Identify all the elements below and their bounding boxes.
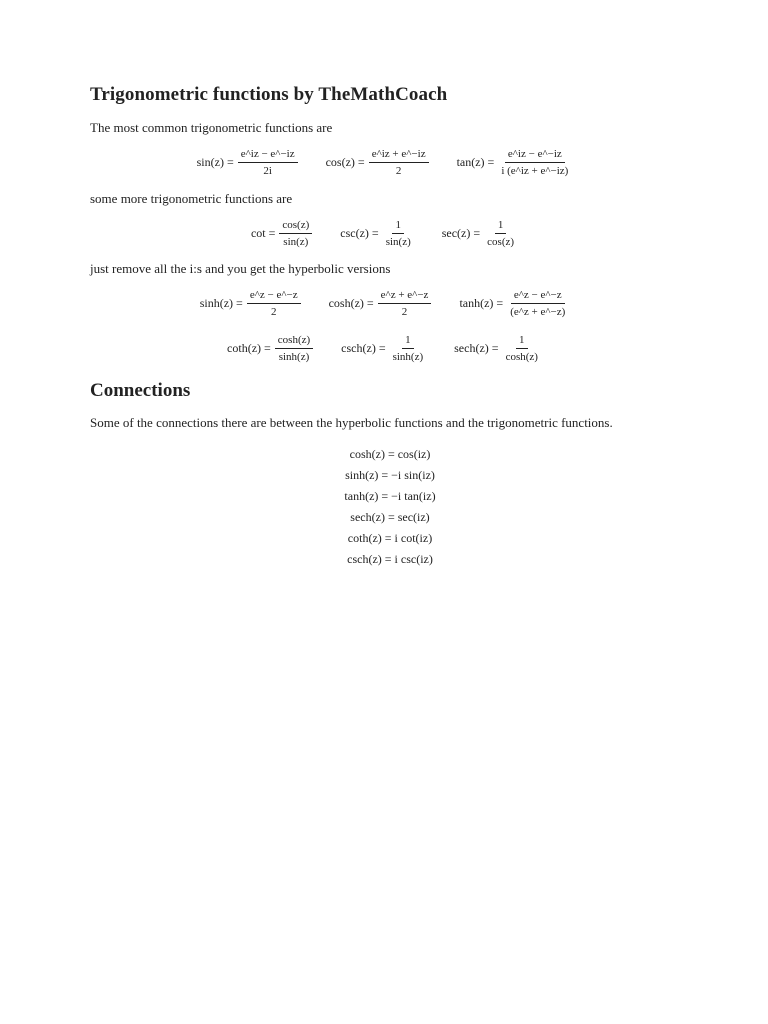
fraction — [503, 333, 541, 364]
equation-sin — [197, 147, 298, 178]
denominator: sin(z) — [385, 236, 411, 248]
basic-trig-equations — [0, 147, 768, 178]
equation-lhs: sech(z) = — [454, 341, 499, 355]
equation-lhs: csch(z) = — [341, 341, 386, 355]
equation-lhs: cot = — [250, 226, 276, 240]
connection-equation: sech(z) = sec(iz) — [350, 510, 430, 524]
numerator: 1 — [402, 333, 414, 349]
denominator: sin(z) — [283, 236, 309, 248]
hyperbolic-paragraph: just remove all the i:s and you get the hyperbolic versions — [90, 261, 391, 276]
equation-coth — [227, 333, 313, 364]
equation-lhs: csc(z) = — [340, 226, 379, 240]
numerator: 1 — [495, 218, 507, 234]
hyperbolic-equations-row-2 — [0, 333, 768, 364]
equation-tanh — [459, 288, 568, 319]
denominator: 2i — [263, 165, 272, 177]
equation-lhs: cos(z) = — [325, 155, 365, 169]
equation-cot — [251, 218, 312, 249]
denominator: cosh(z) — [505, 351, 538, 363]
equation-csch — [341, 333, 426, 364]
hyperbolic-equations-row-1 — [0, 288, 768, 319]
fraction — [247, 288, 301, 319]
page-title: Trigonometric functions by TheMathCoach — [90, 84, 448, 105]
denominator: 2 — [270, 306, 277, 318]
equation-lhs: tan(z) = — [456, 155, 495, 169]
numerator: e^iz − e^−iz — [238, 147, 298, 163]
fraction — [498, 147, 571, 178]
denominator: (e^z + e^−z) — [510, 306, 566, 318]
connections-paragraph: Some of the connections there are between the hyperbolic functions and the trigonometric functions. — [90, 415, 613, 430]
equation-cosh — [329, 288, 432, 319]
equation-sech — [454, 333, 541, 364]
equation-tan — [457, 147, 572, 178]
equation-cos — [326, 147, 429, 178]
denominator: sinh(z) — [278, 351, 310, 363]
denominator: sinh(z) — [392, 351, 424, 363]
denominator: 2 — [395, 165, 402, 177]
equation-lhs: cosh(z) = — [328, 296, 374, 310]
fraction — [383, 218, 414, 249]
fraction — [279, 218, 312, 249]
connection-equation: csch(z) = i csc(iz) — [347, 552, 433, 566]
numerator: e^z − e^−z — [247, 288, 301, 304]
fraction — [390, 333, 427, 364]
numerator: e^iz − e^−iz — [505, 147, 565, 163]
intro-paragraph: The most common trigonometric functions are — [90, 120, 333, 135]
equation-lhs: tanh(z) = — [459, 296, 504, 310]
equation-sec — [442, 218, 517, 249]
fraction — [238, 147, 298, 178]
numerator: e^z − e^−z — [511, 288, 565, 304]
more-functions-paragraph: some more trigonometric functions are — [90, 191, 293, 206]
more-trig-equations — [0, 218, 768, 249]
equation-csc — [340, 218, 413, 249]
numerator: 1 — [392, 218, 404, 234]
numerator: cosh(z) — [275, 333, 313, 349]
fraction — [484, 218, 517, 249]
equation-lhs: coth(z) = — [227, 341, 271, 355]
fraction — [275, 333, 313, 364]
fraction — [378, 288, 432, 319]
connection-equation: tanh(z) = −i tan(iz) — [344, 489, 436, 503]
numerator: e^z + e^−z — [378, 288, 432, 304]
connections-list — [320, 444, 460, 570]
denominator: cos(z) — [487, 236, 515, 248]
connection-equation: cosh(z) = cos(iz) — [349, 447, 431, 461]
numerator: 1 — [516, 333, 528, 349]
connection-equation: sinh(z) = −i sin(iz) — [345, 468, 435, 482]
denominator: i (e^iz + e^−iz) — [501, 165, 569, 177]
connection-equation: coth(z) = i cot(iz) — [347, 531, 433, 545]
equation-lhs: sinh(z) = — [199, 296, 243, 310]
equation-lhs: sec(z) = — [441, 226, 481, 240]
numerator: e^iz + e^−iz — [369, 147, 429, 163]
numerator: cos(z) — [279, 218, 312, 234]
fraction — [369, 147, 429, 178]
equation-lhs: sin(z) = — [196, 155, 234, 169]
fraction — [507, 288, 568, 319]
section-title: Connections — [90, 380, 191, 401]
denominator: 2 — [401, 306, 408, 318]
equation-sinh — [200, 288, 301, 319]
